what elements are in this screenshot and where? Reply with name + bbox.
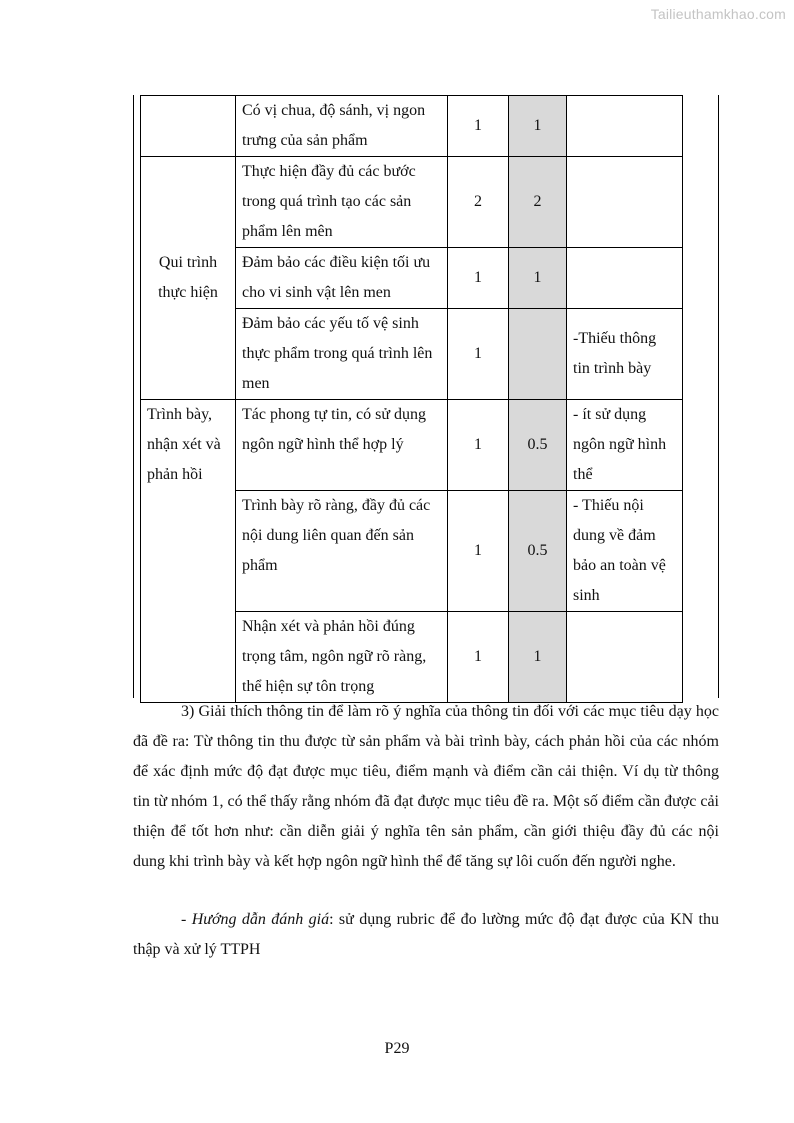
group-cell-presentation: Trình bày, nhận xét và phản hồi — [141, 400, 236, 703]
score-cell: 2 — [509, 157, 567, 248]
table-outer-border-right — [718, 95, 719, 698]
group-cell-empty — [141, 96, 236, 157]
score-cell: 0.5 — [509, 491, 567, 612]
assessment-guide-paragraph — [133, 905, 719, 965]
score-cell — [509, 309, 567, 400]
assessment-guide-text: : sử dụng rubric để đo lường mức độ đạt được của KN thu thập và xử lý TTPH — [133, 911, 720, 958]
explanation-text: 3) Giải thích thông tin để làm rõ ý nghĩa của thông tin đối với các mục tiêu dạy học đã đề ra: Từ thông tin thu được từ sản phẩm và bài trình bày, cách phản hồi của các nhóm để xác định mức độ đạt được mục tiêu, điểm mạnh và điểm cần cải thiện. Ví dụ từ thông tin từ nhóm 1, có thể thấy rằng nhóm đã đạt được mục tiêu đề ra. Một số điểm cần được cải thiện để tốt hơn như: cần diễn giải ý nghĩa tên sản phẩm, cần giới thiệu đầy đủ các nội dung khi trình bày và kết hợp ngôn ngữ hình thể để tăng sự lôi cuốn đến người nghe. — [133, 703, 719, 870]
table-outer-border-left — [133, 95, 134, 698]
table-row — [141, 157, 683, 248]
note-cell: -Thiếu thông tin trình bày — [567, 309, 683, 400]
max-score-cell: 1 — [448, 612, 509, 703]
table-row — [141, 96, 683, 157]
max-score-cell: 1 — [448, 400, 509, 491]
rubric-table — [140, 95, 683, 703]
max-score-cell: 2 — [448, 157, 509, 248]
max-score-cell: 1 — [448, 309, 509, 400]
score-cell: 1 — [509, 612, 567, 703]
score-cell: 1 — [509, 96, 567, 157]
note-cell: - Thiếu nội dung về đảm bảo an toàn vệ sinh — [567, 491, 683, 612]
criterion-cell: Nhận xét và phản hồi đúng trọng tâm, ngôn ngữ rõ ràng, thể hiện sự tôn trọng — [236, 612, 448, 703]
score-cell: 0.5 — [509, 400, 567, 491]
assessment-guide-label: - Hướng dẫn đánh giá — [181, 911, 330, 928]
max-score-cell: 1 — [448, 96, 509, 157]
max-score-cell: 1 — [448, 248, 509, 309]
note-cell — [567, 248, 683, 309]
note-cell: - ít sử dụng ngôn ngữ hình thể — [567, 400, 683, 491]
explanation-paragraph — [133, 697, 719, 877]
note-cell — [567, 157, 683, 248]
criterion-cell: Trình bày rõ ràng, đầy đủ các nội dung liên quan đến sản phẩm — [236, 491, 448, 612]
note-cell — [567, 96, 683, 157]
watermark: Tailieuthamkhao.com — [650, 6, 786, 22]
criterion-cell: Thực hiện đầy đủ các bước trong quá trình tạo các sản phẩm lên mên — [236, 157, 448, 248]
max-score-cell: 1 — [448, 491, 509, 612]
criterion-cell: Có vị chua, độ sánh, vị ngon trưng của sản phẩm — [236, 96, 448, 157]
note-cell — [567, 612, 683, 703]
criterion-cell: Tác phong tự tin, có sử dụng ngôn ngữ hình thể hợp lý — [236, 400, 448, 491]
criterion-cell: Đảm bảo các điều kiện tối ưu cho vi sinh vật lên men — [236, 248, 448, 309]
score-cell: 1 — [509, 248, 567, 309]
table-row — [141, 400, 683, 491]
criterion-cell: Đảm bảo các yếu tố vệ sinh thực phẩm trong quá trình lên men — [236, 309, 448, 400]
page-number: P29 — [384, 1040, 410, 1057]
group-cell-process: Qui trình thực hiện — [141, 157, 236, 400]
